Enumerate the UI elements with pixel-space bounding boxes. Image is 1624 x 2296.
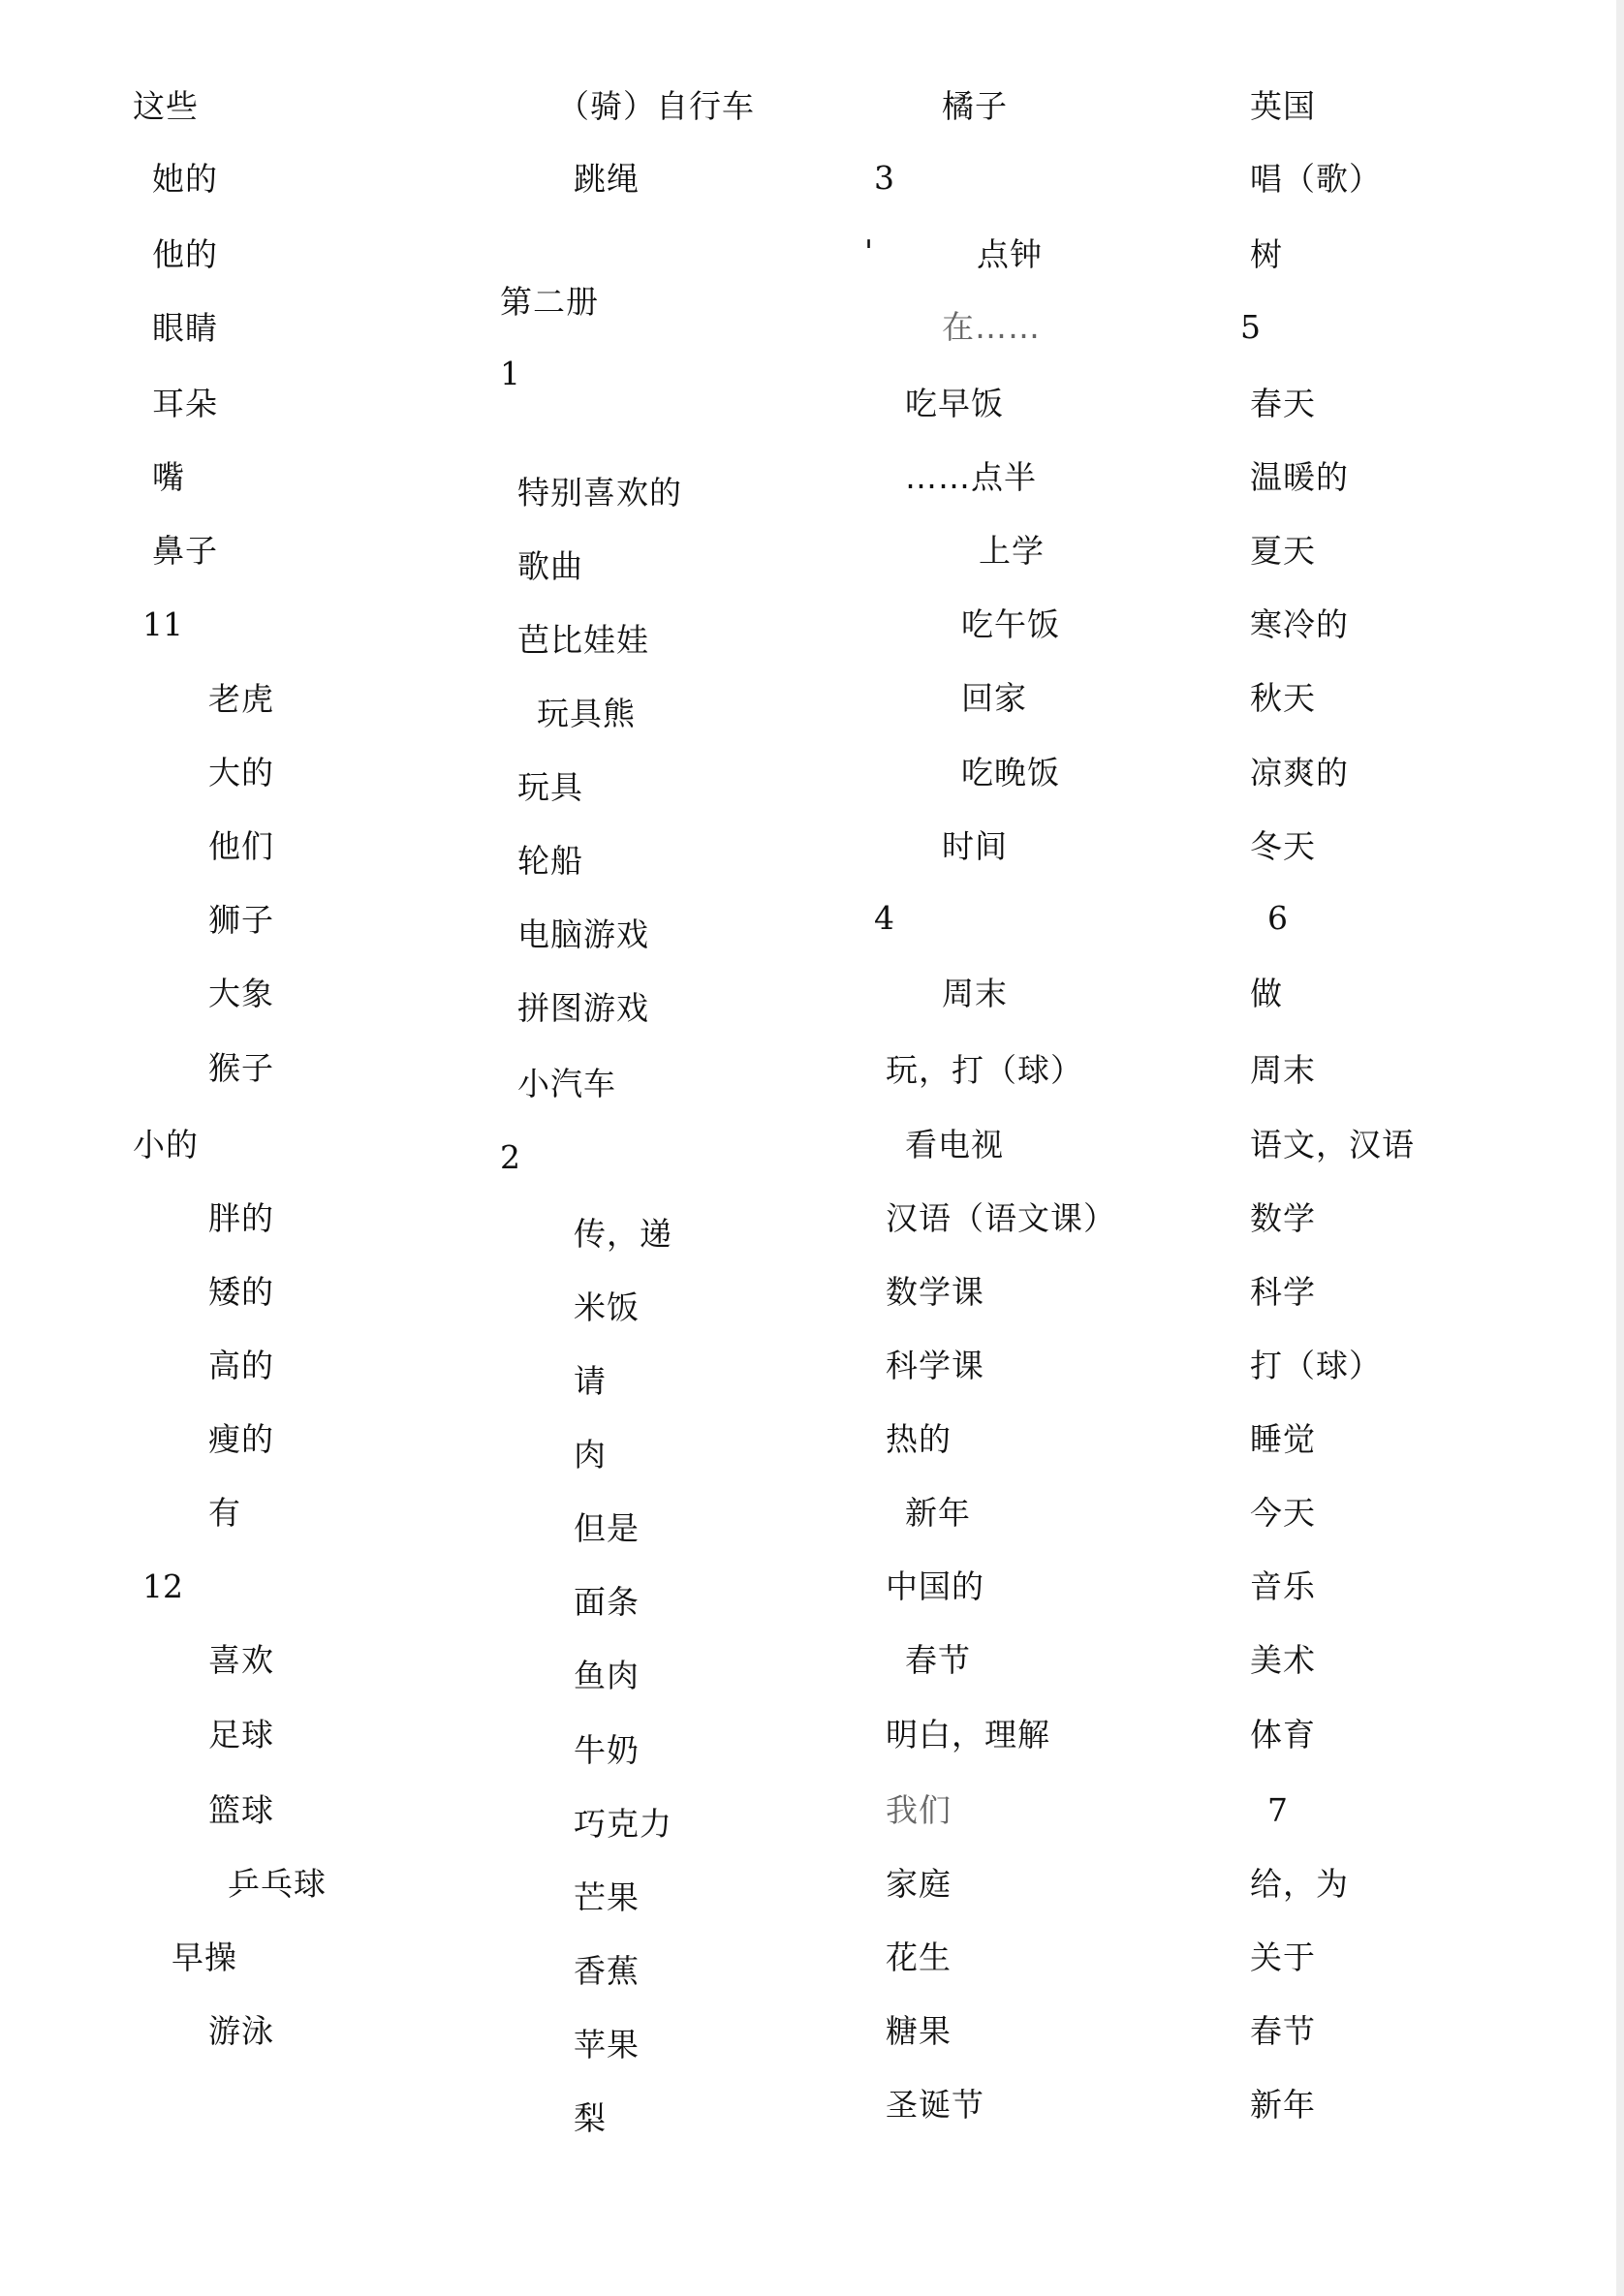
vocab-item: 科学 (1250, 1273, 1316, 1311)
vocab-item: 科学课 (886, 1347, 984, 1384)
vocab-item: 汉语（语文课） (886, 1199, 1116, 1237)
vocab-item: 唱（歌） (1250, 160, 1382, 198)
unit-number: 7 (1267, 1791, 1288, 1829)
vocab-item: 看电视 (905, 1126, 1004, 1164)
vocab-item: 明白，理解 (886, 1716, 1050, 1753)
vocab-item: 数学 (1250, 1199, 1316, 1237)
vocab-item: （骑）自行车 (557, 87, 755, 125)
vocab-item: 有 (208, 1494, 241, 1532)
vocab-item: 他的 (152, 235, 218, 273)
vocab-item: 点钟 (977, 235, 1043, 273)
vocab-item: 传，递 (574, 1215, 672, 1253)
unit-number: 6 (1267, 899, 1288, 937)
vocab-item: 吃午饭 (961, 605, 1060, 643)
vocab-item: 吃早饭 (905, 385, 1004, 422)
vocab-item: 凉爽的 (1250, 754, 1349, 791)
vocab-item: 大的 (208, 754, 274, 791)
vocab-item: 鱼肉 (574, 1657, 640, 1694)
vocab-item: 数学课 (886, 1273, 984, 1311)
vocab-item: 花生 (886, 1939, 952, 1976)
unit-number: 12 (142, 1567, 183, 1605)
vocab-item: 老虎 (208, 680, 274, 718)
vocab-item: 香蕉 (574, 1952, 640, 1990)
vocab-item: 树 (1250, 235, 1283, 273)
vocab-item: 但是 (574, 1509, 640, 1547)
vocab-item: 玩，打（球） (886, 1051, 1083, 1089)
vocab-item: 圣诞节 (886, 2086, 984, 2124)
vocab-item: 面条 (574, 1583, 640, 1621)
vocab-item: 给，为 (1250, 1865, 1349, 1903)
vocab-item: 吃晚饭 (961, 754, 1060, 791)
vocab-item: 周末 (942, 975, 1008, 1012)
vocab-item: 大象 (208, 975, 274, 1012)
vocab-item: 她的 (152, 160, 218, 198)
vocab-item: 打（球） (1250, 1347, 1382, 1384)
unit-number: 2 (500, 1138, 520, 1176)
vocab-item: 芒果 (574, 1878, 640, 1916)
vocab-item: 时间 (942, 827, 1008, 865)
vocab-item: 猴子 (208, 1049, 274, 1087)
vocab-item: 肉 (574, 1436, 607, 1474)
vocab-item: 梨 (574, 2099, 607, 2137)
vocab-item: 跳绳 (574, 160, 640, 198)
vocab-item: 睡觉 (1250, 1420, 1316, 1458)
vocab-item: 新年 (905, 1494, 971, 1532)
vocab-item: 英国 (1250, 87, 1316, 125)
page-edge (1616, 0, 1624, 2296)
vocab-item: 秋天 (1250, 679, 1316, 717)
vocab-item: 小的 (133, 1126, 199, 1164)
vocab-item: 高的 (208, 1347, 274, 1384)
vocab-item: 音乐 (1250, 1567, 1316, 1605)
unit-number: 4 (874, 899, 894, 937)
vocab-item: 小汽车 (517, 1065, 616, 1102)
vocab-item: 中国的 (886, 1567, 984, 1605)
vocab-item: 做 (1250, 975, 1283, 1012)
unit-number: 1 (500, 355, 520, 392)
vocab-item: 篮球 (208, 1791, 274, 1829)
vocab-item: 苹果 (574, 2026, 640, 2063)
vocab-item: 耳朵 (152, 385, 218, 422)
vocab-item: 糖果 (886, 2012, 952, 2050)
vocab-item: 米饭 (574, 1288, 640, 1326)
vocab-item: 我们 (886, 1791, 952, 1829)
unit-number: 5 (1240, 308, 1261, 346)
vocab-item: 寒冷的 (1250, 605, 1349, 643)
vocab-item: 温暖的 (1250, 458, 1349, 496)
vocab-item: 狮子 (208, 901, 274, 939)
vocab-item: 眼睛 (152, 309, 218, 347)
vocab-item: 游泳 (208, 2012, 274, 2050)
vocab-item: 早操 (172, 1939, 237, 1976)
vocab-item: 请 (574, 1362, 607, 1400)
vocab-item: 热的 (886, 1420, 952, 1458)
vocab-item: 春天 (1250, 385, 1316, 422)
vocab-item: 上学 (979, 532, 1045, 570)
vocab-item: 矮的 (208, 1273, 274, 1311)
vocab-item: 橘子 (942, 87, 1008, 125)
vocab-item: 玩具熊 (537, 695, 636, 732)
vocab-item: 新年 (1250, 2086, 1316, 2124)
vocab-item: 周末 (1250, 1051, 1316, 1089)
vocab-item: 回家 (961, 679, 1027, 717)
vocab-item: 乒乓球 (228, 1865, 327, 1903)
vocab-item: 瘦的 (208, 1420, 274, 1458)
vocab-item: 牛奶 (574, 1731, 640, 1769)
vocab-item: 鼻子 (152, 532, 218, 570)
vocab-item: 夏天 (1250, 532, 1316, 570)
vocab-item: 这些 (133, 87, 199, 125)
vocab-item: 足球 (208, 1716, 274, 1753)
vocab-item: 玩具 (517, 768, 583, 806)
vocab-item: 春节 (1250, 2012, 1316, 2050)
vocab-item: 家庭 (886, 1865, 952, 1903)
vocab-item: 美术 (1250, 1641, 1316, 1679)
vocab-item: 在…… (942, 308, 1041, 346)
vocab-item: 芭比娃娃 (517, 621, 649, 659)
vocab-item: 歌曲 (517, 547, 583, 585)
stray-mark: ' (864, 233, 874, 270)
vocab-item: 电脑游戏 (517, 915, 649, 953)
vocab-item: 胖的 (208, 1199, 274, 1237)
vocab-item: 他们 (208, 827, 274, 865)
vocab-item: 喜欢 (208, 1641, 274, 1679)
vocab-item: 拼图游戏 (517, 989, 649, 1027)
vocab-item: 冬天 (1250, 827, 1316, 865)
unit-number: 3 (874, 159, 894, 197)
book-heading: 第二册 (500, 283, 599, 321)
vocab-item: 特别喜欢的 (517, 474, 682, 512)
vocab-item: ……点半 (905, 458, 1037, 496)
vocab-item: 语文，汉语 (1250, 1126, 1415, 1164)
vocab-item: 轮船 (517, 842, 583, 880)
vocab-item: 嘴 (152, 458, 185, 496)
unit-number: 11 (142, 605, 183, 643)
vocab-item: 体育 (1250, 1716, 1316, 1753)
vocab-item: 关于 (1250, 1939, 1316, 1976)
vocab-item: 今天 (1250, 1494, 1316, 1532)
vocab-item: 春节 (905, 1641, 971, 1679)
vocab-item: 巧克力 (574, 1805, 672, 1843)
